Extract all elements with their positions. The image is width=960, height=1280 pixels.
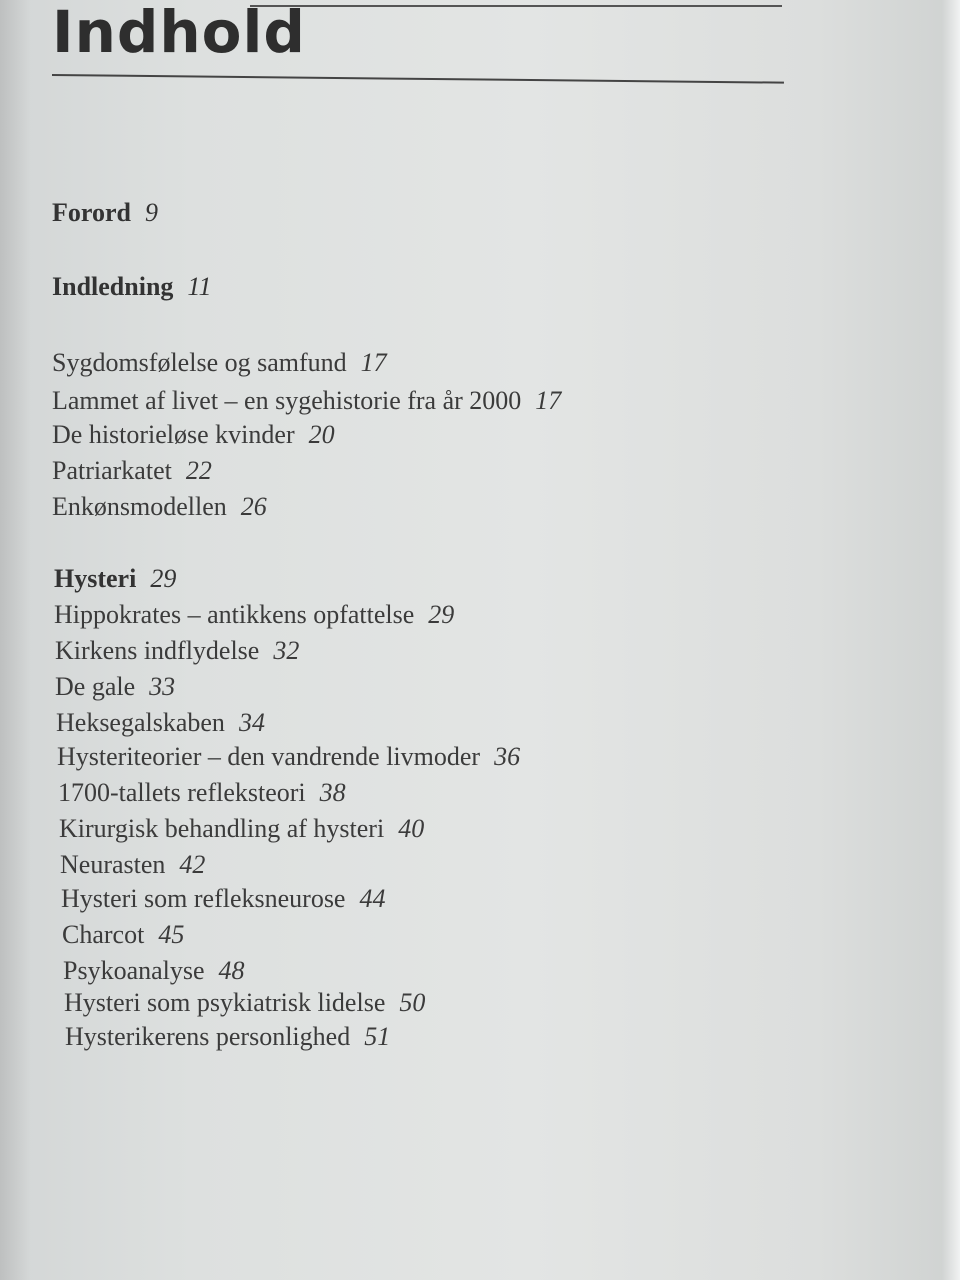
- top-rule: [250, 5, 782, 7]
- toc-entry: [52, 490, 267, 524]
- toc-entry-hysteri: [54, 562, 176, 596]
- toc-entry-label: Hysteri: [54, 564, 137, 593]
- toc-entry-page: 17: [360, 348, 387, 377]
- toc-entry-page: 33: [149, 672, 176, 701]
- toc-entry-page: 51: [364, 1022, 391, 1051]
- toc-entry-label: Neurasten: [60, 850, 166, 879]
- page-title: Indhold: [52, 0, 306, 66]
- toc-entry: [52, 384, 561, 418]
- toc-entry-label: Psykoanalyse: [63, 956, 205, 985]
- page-gutter-shadow: [0, 0, 30, 1280]
- toc-entry-label: Hippokrates – antikkens opfattelse: [54, 600, 415, 629]
- toc-entry-indledning: [52, 270, 211, 304]
- toc-entry: [58, 776, 346, 810]
- toc-entry-label: De gale: [55, 672, 136, 701]
- toc-entry-page: 45: [158, 920, 185, 949]
- title-rule: [52, 74, 784, 84]
- toc-entry-label: Hysterikerens personlighed: [65, 1022, 351, 1051]
- toc-entry-label: Kirkens indflydelse: [55, 636, 260, 665]
- toc-entry-label: Hysteriteorier – den vandrende livmoder: [57, 742, 481, 771]
- toc-entry: [64, 986, 425, 1020]
- toc-entry-label: Forord: [52, 198, 131, 227]
- toc-entry-label: Charcot: [62, 920, 145, 949]
- toc-entry-label: Heksegalskaben: [56, 708, 225, 737]
- toc-entry: [56, 706, 265, 740]
- toc-entry-label: Sygdomsfølelse og samfund: [52, 348, 347, 377]
- toc-entry-label: Indledning: [52, 272, 174, 301]
- toc-entry-label: Enkønsmodellen: [52, 492, 227, 521]
- toc-entry: [55, 670, 175, 704]
- toc-entry: [63, 954, 245, 988]
- toc-entry-label: Hysteri som psykiatrisk lidelse: [64, 988, 386, 1017]
- toc-entry: [60, 848, 205, 882]
- toc-entry: [54, 598, 454, 632]
- toc-entry-page: 38: [319, 778, 346, 807]
- toc-entry-page: 48: [218, 956, 245, 985]
- toc-entry-page: 9: [144, 198, 158, 227]
- toc-entry-page: 32: [273, 636, 300, 665]
- toc-entry-page: 34: [238, 708, 265, 737]
- toc-entry: [52, 346, 387, 380]
- toc-entry-label: Hysteri som refleksneurose: [61, 884, 346, 913]
- toc-entry: [65, 1020, 390, 1054]
- toc-entry-page: 40: [398, 814, 425, 843]
- toc-entry: [55, 634, 299, 668]
- toc-entry-page: 26: [240, 492, 267, 521]
- toc-entry: [62, 918, 184, 952]
- toc-entry-label: 1700-tallets refleksteori: [58, 778, 306, 807]
- toc-entry-page: 11: [187, 272, 212, 301]
- toc-entry: [57, 740, 520, 774]
- toc-entry-label: Patriarkatet: [52, 456, 172, 485]
- toc-entry-page: 22: [185, 456, 212, 485]
- toc-entry-label: De historieløse kvinder: [52, 420, 295, 449]
- toc-entry-page: 29: [150, 564, 177, 593]
- toc-entry-page: 20: [308, 420, 335, 449]
- toc-entry-page: 42: [179, 850, 206, 879]
- page-edge-highlight: [942, 0, 960, 1280]
- toc-entry-page: 36: [494, 742, 521, 771]
- toc-entry: [61, 882, 385, 916]
- toc-entry-page: 44: [359, 884, 386, 913]
- toc-entry-label: Lammet af livet – en sygehistorie fra år 2000: [52, 386, 522, 415]
- toc-entry: [52, 454, 212, 488]
- toc-entry-page: 50: [399, 988, 426, 1017]
- toc-entry-page: 17: [535, 386, 562, 415]
- toc-entry: [59, 812, 424, 846]
- toc-entry-label: Kirurgisk behandling af hysteri: [59, 814, 385, 843]
- toc-entry: [52, 418, 335, 452]
- toc-entry-forord: [52, 196, 158, 230]
- toc-entry-page: 29: [428, 600, 455, 629]
